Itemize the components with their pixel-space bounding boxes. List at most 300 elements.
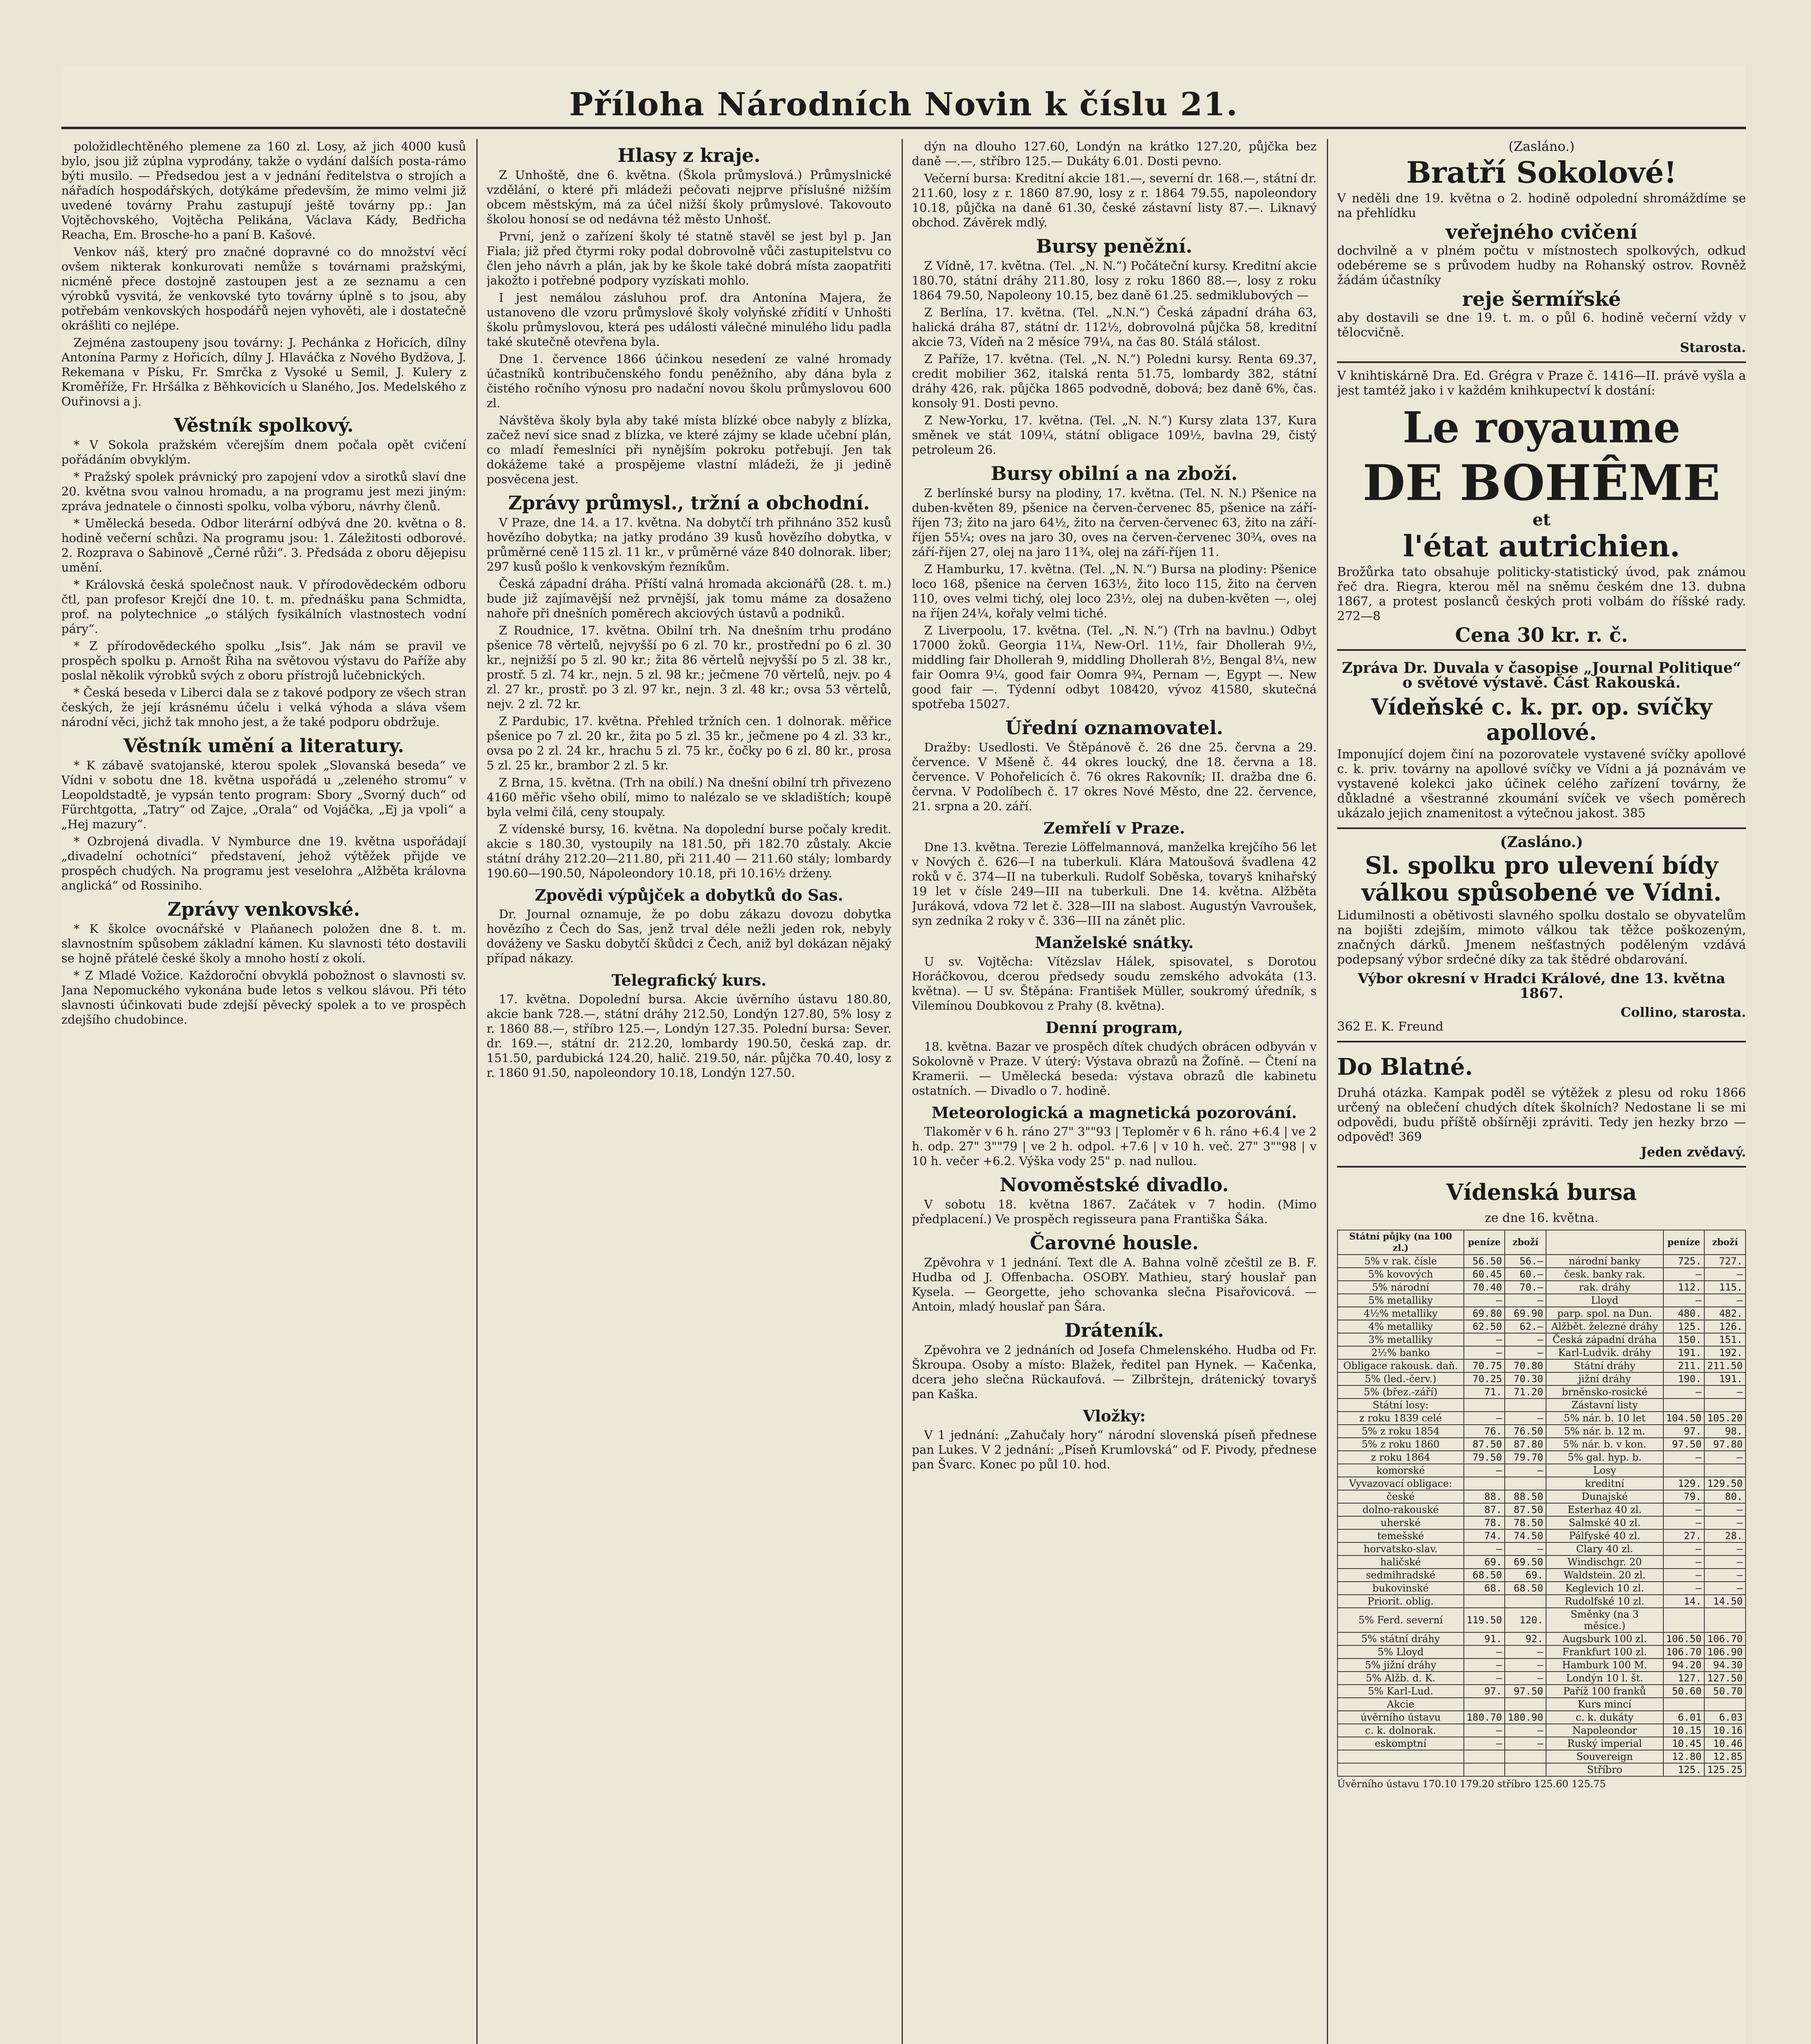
newspaper-page xyxy=(61,65,1746,2044)
article-paragraph: Česká západní dráha. Příští valná hromada akcionářů (28. t. m.) bude již zajímavější než prvnější, jak tomu máme za dosaženo nahoře při dnešních poměrech akciových ústavů a podniků. xyxy=(487,577,891,620)
table-cell: — xyxy=(1464,1333,1505,1346)
table-cell: 69.50 xyxy=(1505,1555,1546,1569)
table-cell: 125. xyxy=(1663,1763,1705,1776)
table-cell: bukovinské xyxy=(1337,1582,1464,1595)
table-cell: — xyxy=(1505,1294,1546,1307)
book-title-line1: Le royaume xyxy=(1403,402,1681,453)
column-2 xyxy=(487,139,891,2044)
section-heading-telegraf: Telegrafický kurs. xyxy=(611,971,767,989)
article-paragraph: 17. května. Dopolední bursa. Akcie úvěrního ústavu 180.80, akcie bank 728.—, státní dráhy 212.50, Londýn 127.80, 5% losy z r. 1860 88.—, stříbro 125.—, Londýn 127.35. Polední bursa: Sever. dr. 169.—, státní dr. 212.20, lombardy 190.50, česká zap. dr. 151.50, pardubická 124.20, halič. 219.50, nár. půjčka 70.40, losy z r. 1860 91.50, napoleondory 10.18, Londýn 127.50. xyxy=(487,992,891,1080)
table-cell: 87.50 xyxy=(1464,1438,1505,1451)
book-price: Cena 30 kr. r. č. xyxy=(1455,624,1628,647)
article-paragraph: * K zábavě svatojanské, kterou spolek „Slovanská beseda“ ve Vídni v sobotu dne 18. května uspořádá u „zeleného stromu“ v Leopoldstadtě, je vypsán tento program: Sbory „Svorný duch“ od Fürchtgotta, „Tatry“ od Zajce, „Orala“ od Vojáčka, „Ej ja vpoli“ a „Hej mazury“. xyxy=(61,758,466,831)
table-cell: 71. xyxy=(1464,1385,1505,1399)
table-cell: 480. xyxy=(1663,1307,1705,1320)
table-cell: — xyxy=(1464,1724,1505,1737)
table-cell: 76.50 xyxy=(1505,1425,1546,1438)
section-heading-umeni: Věstník umění a literatury. xyxy=(123,735,404,757)
article-paragraph: * Ozbrojená divadla. V Nymburce dne 19. května uspořádají „divadelní ochotníci“ představení, jehož výtěžek přijde ve prospěch chudých. Na programu jest veselohra „Alžběta královna anglická“ od Rossiniho. xyxy=(61,834,466,892)
table-cell xyxy=(1704,1698,1746,1711)
table-cell: 211. xyxy=(1663,1359,1705,1372)
table-cell: 88. xyxy=(1464,1490,1505,1503)
table-cell: Hamburk 100 M. xyxy=(1546,1659,1663,1672)
table-row xyxy=(1337,1451,1746,1464)
table-cell xyxy=(1464,1698,1505,1711)
article-paragraph: dýn na dlouho 127.60, Londýn na krátko 127.20, půjčka bez daně —.—, stříbro 125.— Dukáty 6.01. Dosti pevno. xyxy=(912,139,1317,168)
table-cell: 94.20 xyxy=(1663,1659,1705,1672)
table-cell: — xyxy=(1464,1464,1505,1477)
bourse-title: Vídenská bursa xyxy=(1446,1179,1637,1205)
table-row xyxy=(1337,1281,1746,1294)
section-heading-snatky: Manželské snátky. xyxy=(1035,933,1194,952)
article-paragraph: Dražby: Usedlosti. Ve Štěpánově č. 26 dne 25. června a 29. července. V Mšeně č. 44 okres loucký, dne 18. června a 18. července. V Pohořelicích č. 76 okres Rakovník; II. dražba dne 6. června. V Podolíbech č. 17 okres Nové Město, dne 22. července, 21. srpna a 20. září. xyxy=(912,740,1317,813)
bourse-subtitle: ze dne 16. května. xyxy=(1485,1211,1598,1225)
table-cell: 127.50 xyxy=(1704,1672,1746,1685)
table-cell: 482. xyxy=(1704,1307,1746,1320)
ad-signature: Výbor okresní v Hradci Králové, dne 13. května 1867. xyxy=(1358,970,1726,1002)
ad-headline: Vídeňské c. k. pr. op. svíčky apollové. xyxy=(1371,694,1712,745)
ad-text: dochvilně a v plném počtu v místnostech spolkových, odkud odebéreme se s průvodem hudby na Rohanský ostrov. Rovněž žádám účastníky xyxy=(1337,244,1746,287)
article-paragraph: Z Unhoště, dne 6. května. (Škola průmyslová.) Průmyslnické vzdělání, o které při mládeži pečovati nejprve příslušné nižším obcem městským, má za účel nižší školy průmyslové. Takovouto školou honosí se od nedávna též město Unhošť. xyxy=(487,168,891,226)
table-cell: 10.16 xyxy=(1704,1724,1746,1737)
table-cell: — xyxy=(1505,1333,1546,1346)
table-header-cell: zboží xyxy=(1505,1230,1546,1255)
table-cell: dolno-rakouské xyxy=(1337,1503,1464,1516)
article-paragraph: 18. května. Bazar ve prospěch dítek chudých obrácen odbyván v Sokolovně v Praze. V úterý: Výstava obrazů na Žofíně. — Čtení na Kramerii. — Umělecká beseda: výstava obrazů dle kabinetu ostatních. — Divadlo o 7. hodině. xyxy=(912,1040,1317,1098)
article-paragraph: * Královská česká společnost nauk. V přírodovědeckém odboru čtl, pan profesor Krejčí dne 10. t. m. přednášku pana Schmidta, prof. na polytechnice „o stálých fysikálních vlastnostech vodní páry“. xyxy=(61,578,466,636)
table-cell: 14. xyxy=(1663,1595,1705,1608)
table-cell: 12.80 xyxy=(1663,1750,1705,1763)
table-cell: 62.— xyxy=(1505,1320,1546,1333)
table-cell: 5% nár. b. v kon. xyxy=(1546,1438,1663,1451)
ad-emphasis: veřejného cvičení xyxy=(1445,221,1638,244)
table-cell: — xyxy=(1704,1582,1746,1595)
table-cell: — xyxy=(1464,1645,1505,1659)
table-cell: 112. xyxy=(1663,1281,1705,1294)
column-rule xyxy=(476,139,478,2044)
table-cell: české xyxy=(1337,1490,1464,1503)
article-paragraph: V sobotu 18. května 1867. Začátek v 7 hodin. (Mimo předplacení.) Ve prospěch regisseura pana Františka Šáka. xyxy=(912,1197,1317,1226)
table-cell xyxy=(1505,1477,1546,1490)
table-cell xyxy=(1663,1399,1705,1412)
table-cell: — xyxy=(1663,1555,1705,1569)
table-cell: 92. xyxy=(1505,1632,1546,1645)
table-row xyxy=(1337,1503,1746,1516)
table-cell: 5% metalliky xyxy=(1337,1294,1464,1307)
table-cell: 192. xyxy=(1704,1346,1746,1359)
section-heading-kraje: Hlasy z kraje. xyxy=(617,144,761,166)
table-cell: 10.46 xyxy=(1704,1737,1746,1750)
table-cell: Souvereign xyxy=(1546,1750,1663,1763)
table-cell: 191. xyxy=(1704,1372,1746,1385)
article-paragraph: Večerní bursa: Kreditní akcie 181.—, severní dr. 168.—, státní dr. 211.60, losy z r. 1860 87.90, losy z r. 1864 79.55, napoleondory 10.18, půjčka na daně 61.30, české zástavní listy 87.—. Liknavý obchod. Závěrek mdlý. xyxy=(912,171,1317,229)
table-cell: Clary 40 zl. xyxy=(1546,1542,1663,1555)
table-cell: Esterhaz 40 zl. xyxy=(1546,1503,1663,1516)
table-cell xyxy=(1505,1595,1546,1608)
table-cell: 50.70 xyxy=(1704,1685,1746,1698)
table-row xyxy=(1337,1737,1746,1750)
table-cell: 3% metalliky xyxy=(1337,1333,1464,1346)
table-cell: 80. xyxy=(1704,1490,1746,1503)
table-row xyxy=(1337,1685,1746,1698)
table-cell: — xyxy=(1464,1294,1505,1307)
table-cell: — xyxy=(1505,1645,1546,1659)
article-paragraph: * Česká beseda v Liberci dala se z takové podpory ze všech stran českých, že její krásnému účelu i velká výhoda a sláva všem národní věci, jichž tak mnoho jest, a že také podporu obdržuje. xyxy=(61,686,466,729)
table-cell: Dunajské xyxy=(1546,1490,1663,1503)
table-cell: — xyxy=(1505,1346,1546,1359)
table-cell: — xyxy=(1464,1659,1505,1672)
table-cell: uherské xyxy=(1337,1516,1464,1529)
table-cell xyxy=(1464,1750,1505,1763)
table-cell: 50.60 xyxy=(1663,1685,1705,1698)
ad-relief-society xyxy=(1337,827,1746,1034)
ad-text: V neděli dne 19. května o 2. hodině odpolední shromáždíme se na přehlídku xyxy=(1337,191,1746,220)
table-cell: 88.50 xyxy=(1505,1490,1546,1503)
table-cell: 5% Karl-Lud. xyxy=(1337,1685,1464,1698)
table-cell xyxy=(1337,1763,1464,1776)
table-cell: 5% gal. hyp. b. xyxy=(1546,1451,1663,1464)
table-cell: z roku 1839 celé xyxy=(1337,1412,1464,1425)
table-cell: haličské xyxy=(1337,1555,1464,1569)
table-cell: — xyxy=(1704,1385,1746,1399)
table-cell: úvěrního ústavu xyxy=(1337,1711,1464,1724)
table-cell: Salmské 40 zl. xyxy=(1546,1516,1663,1529)
table-row xyxy=(1337,1698,1746,1711)
ad-signature: Collino, starosta. xyxy=(1620,1004,1746,1020)
table-cell: — xyxy=(1663,1294,1705,1307)
article-paragraph: * K školce ovocnářské v Plaňanech položen dne 8. t. m. slavnostním spůsobem základní kámen. Ku slavnosti této dostavili se hojně přátelé české školy a mnoho hostí z okolí. xyxy=(61,922,466,965)
table-cell: — xyxy=(1663,1542,1705,1555)
section-heading-obili: Bursy obilní a na zboží. xyxy=(991,462,1238,484)
table-cell: Stříbro xyxy=(1546,1763,1663,1776)
table-cell: 68.50 xyxy=(1505,1582,1546,1595)
table-row xyxy=(1337,1724,1746,1737)
article-paragraph: Dne 1. července 1866 účinkou nesedení ze valné hromady účastníků kontribučenského fondu peněžního, aby dána byla z čistého ročního výnosu pro nadační novou školu průmyslovou 600 zl. xyxy=(487,352,891,410)
table-cell: 150. xyxy=(1663,1333,1705,1346)
table-cell xyxy=(1505,1763,1546,1776)
table-cell xyxy=(1505,1698,1546,1711)
ad-candles xyxy=(1337,649,1746,821)
table-cell: — xyxy=(1704,1569,1746,1582)
table-cell: 5% Ferd. severní xyxy=(1337,1608,1464,1632)
table-row xyxy=(1337,1595,1746,1608)
table-cell: 74. xyxy=(1464,1529,1505,1542)
ad-signature: Jeden zvědavý. xyxy=(1640,1144,1746,1160)
table-cell: 56.— xyxy=(1505,1255,1546,1268)
table-cell: — xyxy=(1505,1542,1546,1555)
table-cell: 70.— xyxy=(1505,1281,1546,1294)
table-cell xyxy=(1505,1750,1546,1763)
article-paragraph: * Pražský spolek právnický pro zapojení vdov a sirotků slaví dne 20. května svou valnou hromadu, a na programu jest mezi jiným: zpráva jednatele o činnosti spolku, volba výboru, návrhy členů. xyxy=(61,470,466,513)
ad-text: aby dostavili se dne 19. t. m. o půl 6. hodině večerní vždy v tělocvičně. xyxy=(1337,311,1746,340)
table-cell: 211.50 xyxy=(1704,1359,1746,1372)
table-cell: 78.50 xyxy=(1505,1516,1546,1529)
article-paragraph: Tlakoměr v 6 h. ráno 27" 3""93 | Teploměr v 6 h. ráno +6.4 | ve 2 h. odp. 27" 3""79 | ve 2 h. odpol. +7.6 | v 10 h. več. 27" 3""98 | v 10 h. večer +6.2. Výška vody 25" p. nad nullou. xyxy=(912,1125,1317,1168)
table-cell: Česká západní dráha xyxy=(1546,1333,1663,1346)
article-paragraph: položidlechtěného plemene za 160 zl. Losy, až jich 4000 kusů bylo, jsou již zúplna vyprodány, takže o vydání dalších posta-rámo býti musilo. — Předsedou jest a v jednání ředitelstva o strojích a nářadích hospodářských, dotýkáme především, že mimo velmi již uvedené továrny Prahu zastupují ještě továrny pp.: Jan Vojtěchovského, Vojtěcha Pelikána, Václava Kády, Bedřicha Reacha, Em. Brosche-ho a paní B. Kašové. xyxy=(61,139,466,242)
table-cell: česk. banky rak. xyxy=(1546,1268,1663,1281)
table-row xyxy=(1337,1516,1746,1529)
article-paragraph: * V Sokola pražském včerejším dnem počala opět cvičení pořádáním obvyklým. xyxy=(61,438,466,466)
table-row xyxy=(1337,1711,1746,1724)
masthead-title: Příloha Národních Novin k číslu 21. xyxy=(569,86,1239,123)
column-rule xyxy=(1327,139,1328,2044)
section-heading-spolky: Věstník spolkový. xyxy=(174,414,354,436)
table-cell: temešské xyxy=(1337,1529,1464,1542)
article-paragraph: * Z přírodovědeckého spolku „Isis“. Jak nám se pravil ve prospěch spolku p. Arnošt Řiha na světovou výstavu do Paříže aby poslal několik výrobků svých z oboru přístrojů lučebnických. xyxy=(61,639,466,682)
table-cell: 14.50 xyxy=(1704,1595,1746,1608)
table-cell: 70.40 xyxy=(1464,1281,1505,1294)
table-cell: 106.50 xyxy=(1663,1632,1705,1645)
table-cell: — xyxy=(1704,1555,1746,1569)
table-row xyxy=(1337,1608,1746,1632)
table-row xyxy=(1337,1555,1746,1569)
table-row xyxy=(1337,1582,1746,1595)
table-row xyxy=(1337,1333,1746,1346)
table-cell: — xyxy=(1704,1268,1746,1281)
column-rule xyxy=(902,139,903,2044)
table-cell: — xyxy=(1663,1451,1705,1464)
section-heading-meteor: Meteorologická a magnetická pozorování. xyxy=(931,1103,1297,1122)
column-4-advertisements xyxy=(1337,139,1746,2044)
table-row xyxy=(1337,1359,1746,1372)
table-cell: — xyxy=(1704,1516,1746,1529)
table-cell: 69.80 xyxy=(1464,1307,1505,1320)
table-cell: — xyxy=(1505,1737,1546,1750)
table-cell: 180.90 xyxy=(1505,1711,1546,1724)
table-cell: Londýn 10 l. št. xyxy=(1546,1672,1663,1685)
table-row xyxy=(1337,1750,1746,1763)
table-row xyxy=(1337,1372,1746,1385)
table-cell: národní banky xyxy=(1546,1255,1663,1268)
table-cell: — xyxy=(1663,1503,1705,1516)
article-paragraph: Dne 13. května. Terezie Löffelmannová, manželka krejčího 56 let v Nových č. 626—I na tuberkuli. Klára Matoušová švadlena 42 roků v č. 374—II na tuberkuli. Rudolf Soběska, tovaryš knihařský 19 let v čísle 249—III na tuberkuli. Dne 14. května. Alžběta Juráková, vdova 72 let č. 328—III na slabost. Augustýn Vavroušek, syn zedníka 2 roky v č. 336—III na zánět plic. xyxy=(912,840,1317,928)
table-cell: — xyxy=(1505,1659,1546,1672)
table-cell: 105.20 xyxy=(1704,1412,1746,1425)
table-cell: 119.50 xyxy=(1464,1608,1505,1632)
table-cell: Alžbět. železné dráhy xyxy=(1546,1320,1663,1333)
play-title-dratenik: Dráteník. xyxy=(1064,1319,1164,1341)
ad-emphasis: reje šermířské xyxy=(1462,288,1621,311)
table-cell: 27. xyxy=(1663,1529,1705,1542)
ad-headline: Zpráva Dr. Duvala v časopise „Journal Politique“ o světové výstavě. Část Rakouská. xyxy=(1342,659,1741,691)
table-row xyxy=(1337,1672,1746,1685)
article-paragraph: Z Pardubic, 17. května. Přehled tržních cen. 1 dolnorak. měřice pšenice po 7 zl. 20 kr., žita po 5 zl. 35 kr., ječmene po 4 zl. 33 kr., ovsa po 2 zl. 24 kr., hrachu 5 zl. 75 kr., čočky po 6 zl. 80 kr., prosa 5 zl. 25 kr., brambor 2 zl. 5 kr. xyxy=(487,714,891,772)
table-cell xyxy=(1704,1608,1746,1632)
table-cell: 129. xyxy=(1663,1477,1705,1490)
book-title-line3: l'état autrichien. xyxy=(1403,529,1680,563)
zaslano-label: (Zasláno.) xyxy=(1500,834,1583,851)
ad-signature: Starosta. xyxy=(1680,340,1746,355)
article-paragraph: Z Roudnice, 17. května. Obilní trh. Na dnešním trhu prodáno pšenice 78 věrtelů, nejvyšší po 6 zl. 70 kr., prostřední po 6 zl. 30 kr., nejnižší po 5 zl. 90 kr.; žita 86 věrtelů nejvyšší po 5 zl. 38 kr., prostř. 5 zl. 74 kr., nejn. 5 zl. 98 kr.; ječmene 70 věrtelů, nejv. po 4 zl. 27 kr., prostř. po 3 zl. 97 kr., nejn. 3 zl. 48 kr.; ovsa 53 věrtelů, nejv. 2 zl. 72 kr. xyxy=(487,623,891,711)
article-paragraph: Zpěvohra ve 2 jednáních od Josefa Chmelenského. Hudba od Fr. Škroupa. Osoby a místo: Blažek, ředitel pan Hynek. — Kačenka, dcera jeho slečna Rückaufová. — Zilbrštejn, drátenický tovaryš pan Kaška. xyxy=(912,1343,1317,1401)
table-cell: — xyxy=(1505,1464,1546,1477)
table-cell: 70.25 xyxy=(1464,1372,1505,1385)
table-cell: c. k. dukáty xyxy=(1546,1711,1663,1724)
table-cell: 10.15 xyxy=(1663,1724,1705,1737)
table-cell: — xyxy=(1464,1346,1505,1359)
table-cell xyxy=(1464,1595,1505,1608)
table-row xyxy=(1337,1542,1746,1555)
table-cell: Rudolfské 10 zl. xyxy=(1546,1595,1663,1608)
table-header-cell: Státní půjky (na 100 zl.) xyxy=(1337,1230,1464,1255)
table-cell: 70.30 xyxy=(1505,1372,1546,1385)
article-paragraph: Z Liverpoolu, 17. května. (Tel. „N. N.“) (Trh na bavlnu.) Odbyt 17000 žoků. Georgia 11¼, New-Orl. 11½, fair Dhollerah 9½, middling fair Dhollerah 9, middling Dhollerah 8½, Bengal 8¼, new fair Oomra 9¼, good fair Oomra 9¾, Pernam —, Egypt —. New good fair —. Týdenní odbyt 108420, vývoz 41580, skutečná spotřeba 15027. xyxy=(912,623,1317,711)
table-cell: Pálfyské 40 zl. xyxy=(1546,1529,1663,1542)
article-paragraph: Z berlínské bursy na plodiny, 17. května. (Tel. N. N.) Pšenice na duben-květen 89, pšenice na červen-červenec 85, pšenice na září-říjen 73; žito na jaro 64½, žito na červen-červenec 63, žito na září-říjen 55¼; oves na jaro 30, oves na červen-červenec 30¾, oves na září-říjen 27, olej na jaro 11¾, olej na září-říjen 11. xyxy=(912,486,1317,559)
table-row xyxy=(1337,1399,1746,1412)
table-cell: 180.70 xyxy=(1464,1711,1505,1724)
section-heading-oznam: Úřední oznamovatel. xyxy=(1005,717,1223,739)
masthead-rule xyxy=(61,127,1746,129)
table-cell: 28. xyxy=(1704,1529,1746,1542)
table-cell xyxy=(1704,1399,1746,1412)
table-row xyxy=(1337,1294,1746,1307)
table-cell: 6.01 xyxy=(1663,1711,1705,1724)
table-cell: 6.03 xyxy=(1704,1711,1746,1724)
section-heading-zemreli: Zemřelí v Praze. xyxy=(1044,819,1185,837)
table-cell: 71.20 xyxy=(1505,1385,1546,1399)
table-cell: 129.50 xyxy=(1704,1477,1746,1490)
table-cell: 5% státní dráhy xyxy=(1337,1632,1464,1645)
table-cell: Státní losy: xyxy=(1337,1399,1464,1412)
table-row xyxy=(1337,1255,1746,1268)
article-paragraph: Zpěvohra v 1 jednání. Text dle A. Bahna volně zčeštil ze B. F. Hudba od J. Offenbacha. OSOBY. Mathieu, starý houslař pan Kysela. — Georgette, jeho schovanka slečna Pisařovicová. — Antoin, mladý houslař pan Šára. xyxy=(912,1255,1317,1313)
table-cell: Zástavní listy xyxy=(1546,1399,1663,1412)
table-cell: Frankfurt 100 zl. xyxy=(1546,1645,1663,1659)
table-row xyxy=(1337,1438,1746,1451)
table-cell: 79. xyxy=(1663,1490,1705,1503)
table-cell: Windischgr. 20 xyxy=(1546,1555,1663,1569)
column-1 xyxy=(61,139,466,2044)
table-cell: 125.25 xyxy=(1704,1763,1746,1776)
play-title-housle: Čarovné housle. xyxy=(1030,1232,1199,1254)
article-paragraph: První, jenž o zařízení školy té statně stavěl se jest byl p. Jan Fiala; již před čtyrmi roky podal dobrovolně vůči zastupitelstvu co člen jeho návrh a plán, jak by ke škole také dobrá místa zaopatřiti jakožto i potřebné podpory vyzískati mohlo. xyxy=(487,229,891,287)
article-paragraph: I jest nemálou zásluhou prof. dra Antonína Majera, že ustanoveno dle vzoru průmyslové školy volyňské zřídití v Unhošti školu průmyslovou, která pes události válečné minulého lidu padla také skutečně otevřena byla. xyxy=(487,291,891,349)
table-cell: kreditní xyxy=(1546,1477,1663,1490)
table-cell: Priorit. oblig. xyxy=(1337,1595,1464,1608)
table-cell: 12.85 xyxy=(1704,1750,1746,1763)
book-title-et: et xyxy=(1533,510,1551,529)
table-cell: — xyxy=(1464,1412,1505,1425)
table-row xyxy=(1337,1307,1746,1320)
table-cell: — xyxy=(1704,1503,1746,1516)
table-row xyxy=(1337,1632,1746,1645)
table-cell: 79.50 xyxy=(1464,1451,1505,1464)
table-row xyxy=(1337,1412,1746,1425)
zaslano-label: (Zasláno.) xyxy=(1508,139,1575,154)
article-paragraph: * Umělecká beseda. Odbor literární odbývá dne 20. května o 8. hodině večerní schůzi. Na programu jsou: 1. Záležitosti odborové. 2. Rozprava o Sabinově „Černé růži“. 3. Předsáda z oboru dějepisu umění. xyxy=(61,516,466,574)
article-paragraph: Z Brna, 15. května. (Trh na obilí.) Na dnešní obilní trh přivezeno 4160 měřic všeho obilí, mimo to nalézalo se ve skladištích; koupě byla velmi čilá, ceny stoupaly. xyxy=(487,775,891,819)
table-cell: 10.45 xyxy=(1663,1737,1705,1750)
table-cell: Karl-Ludvik. dráhy xyxy=(1546,1346,1663,1359)
ad-text: Druhá otázka. Kampak poděl se výtěžek z plesu od roku 1866 určený na oblečení chudých dítek školních? Nedostane li se mi odpovědi, budu příště obšírněji zpráviti. Tedy jen hezky brzo — odpověď! 369 xyxy=(1337,1086,1746,1144)
article-paragraph: Návštěva školy byla aby také místa blízké obce nabyly z blízka, začež neví sice snad z blízka, ve které zájmy se klade učební plán, co mladí řemeslníci při nynějším pokroku potřebují. Jen tak dokážeme také a prospějeme vlastní mládeži, že ji jedině posvěcena jest. xyxy=(487,413,891,486)
table-header-cell xyxy=(1546,1230,1663,1255)
table-cell: Paříž 100 franků xyxy=(1546,1685,1663,1698)
table-cell: — xyxy=(1704,1542,1746,1555)
table-cell: 97.50 xyxy=(1663,1438,1705,1451)
table-cell: — xyxy=(1464,1672,1505,1685)
table-cell: c. k. dolnorak. xyxy=(1337,1724,1464,1737)
table-cell: 70.80 xyxy=(1505,1359,1546,1372)
table-cell: 87.50 xyxy=(1505,1503,1546,1516)
table-cell xyxy=(1663,1464,1705,1477)
table-cell: 190. xyxy=(1663,1372,1705,1385)
vienna-bourse xyxy=(1337,1166,1746,1791)
table-cell: — xyxy=(1704,1451,1746,1464)
bourse-footer: Úvěrního ústavu 170.10 179.20 stříbro 125.60 125.75 xyxy=(1337,1778,1606,1790)
table-row xyxy=(1337,1645,1746,1659)
table-cell: 79.70 xyxy=(1505,1451,1546,1464)
table-cell: 115. xyxy=(1704,1281,1746,1294)
table-cell: komorské xyxy=(1337,1464,1464,1477)
table-cell: 4½% metalliky xyxy=(1337,1307,1464,1320)
table-cell: 5% Alžb. d. K. xyxy=(1337,1672,1464,1685)
table-cell: 87.80 xyxy=(1505,1438,1546,1451)
table-cell: 126. xyxy=(1704,1320,1746,1333)
table-cell: 68. xyxy=(1464,1582,1505,1595)
table-cell: — xyxy=(1505,1412,1546,1425)
table-cell xyxy=(1464,1399,1505,1412)
table-cell xyxy=(1704,1464,1746,1477)
table-cell: sedmihradské xyxy=(1337,1569,1464,1582)
article-paragraph: Z Hamburku, 17. května. (Tel. „N. N.“) Bursa na plodiny: Pšenice loco 168, pšenice na červen 163½, žito loco 115, žito na červen 110, oves velmi tichý, olej loco 23½, olej na duben-květen —, olej na říjen 24¼, kořaly velmi tiché. xyxy=(912,562,1317,620)
table-cell: — xyxy=(1663,1385,1705,1399)
table-cell: — xyxy=(1704,1294,1746,1307)
table-cell: — xyxy=(1505,1672,1546,1685)
table-cell: — xyxy=(1663,1582,1705,1595)
table-row xyxy=(1337,1477,1746,1490)
table-cell: 76. xyxy=(1464,1425,1505,1438)
ad-book xyxy=(1337,361,1746,647)
article-paragraph: Z vídenské bursy, 16. května. Na dopolední burse počaly kredit. akcie s 180.30, vystoupily na 181.50, při 182.70 zůstaly. Akcie státní dráhy 212.20—211.80, při 211.40 — 211.60 stály; lombardy 190.60—190.50, Nápoleondory 10.18, při 10.16½ drženy. xyxy=(487,822,891,880)
section-heading-vlozky: Vložky: xyxy=(1083,1407,1146,1425)
table-cell: 4% metalliky xyxy=(1337,1320,1464,1333)
table-cell: — xyxy=(1663,1516,1705,1529)
table-cell: 125. xyxy=(1663,1320,1705,1333)
table-cell: Augsburk 100 zl. xyxy=(1546,1632,1663,1645)
book-title-line2: DE BOHÊME xyxy=(1362,454,1721,512)
table-cell: eskomptní xyxy=(1337,1737,1464,1750)
article-paragraph: Z Vídně, 17. května. (Tel. „N. N.“) Počáteční kursy. Kreditní akcie 180.70, státní dráhy 211.80, losy z roku 1860 88.—, losy z roku 1864 79.50, Napoleony 10.15, bez daně 61.25. sedmiklubových — xyxy=(912,259,1317,302)
table-cell: — xyxy=(1464,1542,1505,1555)
article-paragraph: Venkov náš, který pro značné dopravné co do množství věcí ovšem nikterak konkurovati nemůže s továrnami pražskými, nicméně přece dostojně zastoupen jest a ze seznamu a cen výrobků vysvitá, že venkovské tyto továrny úplně s to jsou, aby potřebám venkovských hospodářů nejen vyhověti, ale i dostatečně okrášliti co nejlépe. xyxy=(61,245,466,332)
table-cell: — xyxy=(1505,1724,1546,1737)
table-row xyxy=(1337,1425,1746,1438)
table-cell: Kurs mincí xyxy=(1546,1698,1663,1711)
table-cell: 5% (břez.-září) xyxy=(1337,1385,1464,1399)
table-cell: horvatsko-slav. xyxy=(1337,1542,1464,1555)
table-row xyxy=(1337,1320,1746,1333)
table-cell: 5% v rak. čísle xyxy=(1337,1255,1464,1268)
table-cell xyxy=(1464,1477,1505,1490)
table-cell: 5% kovových xyxy=(1337,1268,1464,1281)
table-row xyxy=(1337,1569,1746,1582)
ad-text: Lidumilnosti a obětivosti slavného spolku dostalo se obyvatelům na bojišti zdejším, mimoto válkou tak těžce poškozeným, značných dárků. Jmenem nešťastných poděleným vzdává podepsaný výbor srdečné díky za tak štědré obdarování. xyxy=(1337,908,1746,967)
table-cell: 70.75 xyxy=(1464,1359,1505,1372)
section-heading-program: Denní program, xyxy=(1045,1018,1183,1037)
article-paragraph: V 1 jednání: „Zahučaly hory“ národní slovenská píseň přednese pan Lukes. V 2 jednání: „Píseň Krumlovská“ od F. Pivody, přednese pan Švarc. Konec po půl 10. hod. xyxy=(912,1428,1317,1471)
table-cell: 191. xyxy=(1663,1346,1705,1359)
article-paragraph: Z New-Yorku, 17. května. (Tel. „N. N.“) Kursy zlata 137, Kura směnek ve stát 109¼, státní obligace 109½, bavlna 29, čistý petroleum 26. xyxy=(912,413,1317,457)
article-paragraph: Zejména zastoupeny jsou továrny: J. Pechánka z Hořicích, dílny Antonína Parmy z Hořicích, dílny J. Hlaváčka z Nového Bydžova, J. Rekemana v Písku, Fr. Smrčka z Vysoké u Semil, J. Kulery z Kroměříže, Fr. Hršálka z Běhkovicích u Slaného, Jos. Medelského z Ouřinovsi a j. xyxy=(61,336,466,408)
table-cell: 60.45 xyxy=(1464,1268,1505,1281)
table-cell: 97.50 xyxy=(1505,1685,1546,1698)
table-cell: 97.80 xyxy=(1704,1438,1746,1451)
table-cell: 725. xyxy=(1663,1255,1705,1268)
table-cell: jižní dráhy xyxy=(1546,1372,1663,1385)
